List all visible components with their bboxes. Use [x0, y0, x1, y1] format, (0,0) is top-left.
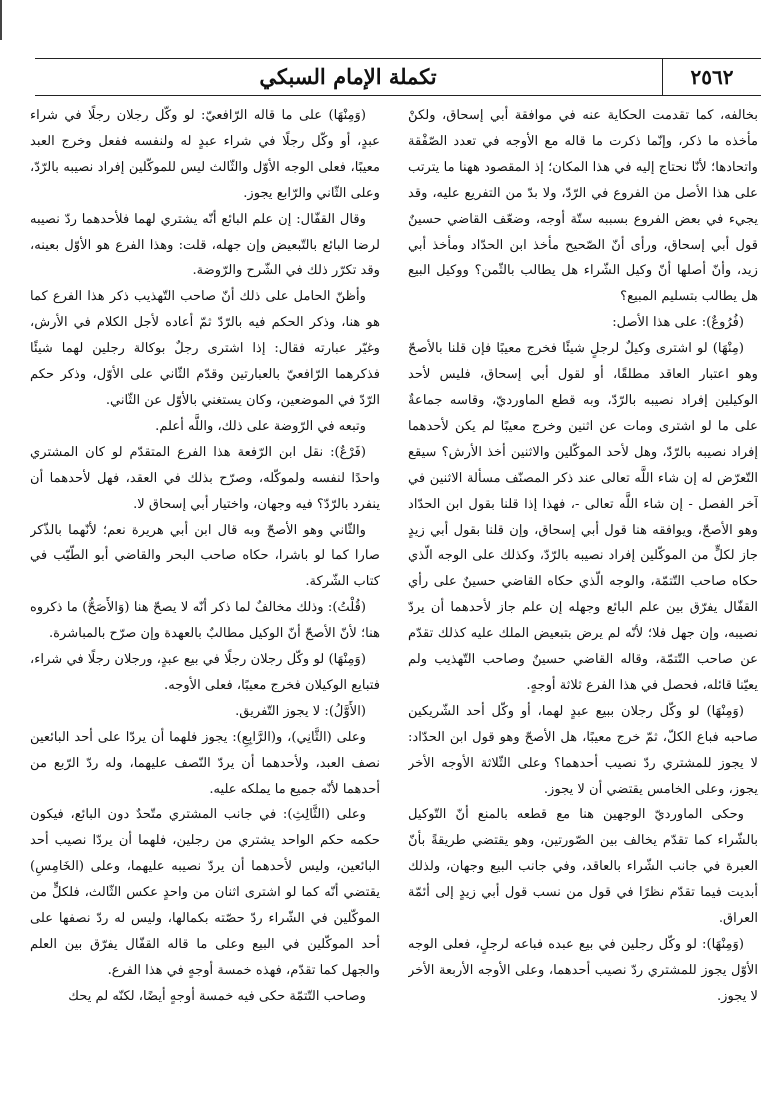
- paragraph: وأظنّ الحامل على ذلك أنّ صاحب التّهذيب ذكر هذا الفرع كما هو هنا، وذكر الحكم فيه بالرّدّ ثمّ أعاده لأجل الكلام في الأرش، وغيّر عبارته فقال: إذا اشترى رجلٌ بوكالة رجلين لهما شيئًا فذكرهما الرّافعيّ بالعبارتين وقدّم الثّاني على الأوّل، وذكر حكم الرّدّ في الموضعين، وكان يستغني بالأوّل عن الثّاني.: [30, 289, 380, 408]
- paragraph: (وَمِنْهَا) لو وكّل رجلان ببيع عبدٍ لهما، أو وكّل أحد الشّريكين صاحبه فباع الكلّ، ثمّ خرج معيبًا، هل الأصحّ وهو قول ابن الحدّاد: لا يجوز للمشتري ردّ نصيب أحدهما؟ وعلى الثّلاثة الأوجه الأخر يجوز، وعلى الخامس يقتضي أن لا يجوز.: [408, 703, 758, 797]
- section-heading: (فُرُوعٌ): على هذا الأصل:: [612, 315, 744, 331]
- paragraph: وصاحب التّتمّة حكى فيه خمسة أوجهٍ أيضًا، لكنّه لم يحك: [68, 988, 366, 1004]
- paragraph: (مِنْهَا) لو اشترى وكيلٌ لرجلٍ شيئًا فخرج معيبًا فإن قلنا بالأصحّ وهو اعتبار العاقد مطلقًا، أو لقول أبي إسحاق، فليس لأحد الوكيلين إفراد نصيبه بالرّدّ، وبه قطع الماورديّ، وقاسه جماعةٌ على ما لو اشترى ومات عن اثنين وخرج معيبًا لم يكن لأحدهما إفراد نصيبه بالرّدّ، وهل لأحد الموكّلين والاثنين أخذ الأرش؟ سيقع التّعرّض له إن شاء اللَّه تعالى عند ذكر المصنّف مسألة الاثنين في آخر الفصل - إن شاء اللَّه تعالى -، فهذا إذا قلنا بقول ابن الحدّاد وهو الأصحّ، ويوافقه هنا قول أبي إسحاق، وإن قلنا بقول أبي زيدٍ جاز لكلٍّ من الموكّلين إفراد نصيبه بالرّدّ، وكذلك على الوجه الّذي حكاه صاحب التّتمّة، والوجه الّذي حكاه القاضي حسينٌ على رأي القفّال يفرّق بين علم البائع وجهله إن علم جاز لأحدهما أن يردّ نصيبه، وإن جهل فلا؛ لأنّه لم يرض بتبعيض الملك عليه كذلك تقدّم عن صاحب التّتمّة، وقاله القاضي حسينٌ وصاحب التّهذيب ولم يعيّنا قائله، فحصل في هذا الفرع ثلاثة أوجهٍ.: [408, 341, 758, 693]
- paragraph: والثّاني وهو الأصحّ وبه قال ابن أبي هريرة نعم؛ لأنّهما بالذّكر صارا كما لو باشرا، حكاه صاحب البحر والقاضي أبو الطّيّب في كتاب الشّركة.: [30, 522, 380, 590]
- paragraph: وقال القفّال: إن علم البائع أنّه يشتري لهما فلأحدهما ردّ نصيبه لرضا البائع بالتّبعيض وإن جهله، قلت: وهذا الفرع هو الأوّل بعينه، وقد تكرّر ذلك في الشّرح والرّوضة.: [30, 211, 380, 279]
- paragraph: بخالفه، كما تقدمت الحكاية عنه في موافقة أبي إسحاق، ولكنْ مأخذه ما ذكر، وإنّما ذكرت ما قاله مع الأوجه في تعدد الصّفْقة واتحادها؛ لأنّا نحتاج إليه في هذا المكان؛ إذ المقصود ههنا ما يترتب على هذا الأصل من الفروع في الرّدّ، ولا بدّ من التفريع عليه، وقد يجيء في بعض الفروع بسببه ستّة أوجه، وضعّف القاضي حسينٌ قول أبي إسحاق، ورأى أنّ الصّحيح مأخذ ابن الحدّاد ومأخذ أبي زيد، وأنّ أصلها أنّ وكيل الشّراء هل يطالب بالثّمن؟ ووكيل البيع هل يطالب بتسليم المبيع؟: [408, 108, 758, 305]
- text-column-right: [408, 103, 758, 1088]
- text-column-left: [30, 103, 380, 1088]
- paragraph: (وَمِنْهَا): لو وكّل رجلين في بيع عبده فباعه لرجلٍ، فعلى الوجه الأوّل يجوز للمشتري ردّ نصيب أحدهما، وعلى الأوجه الأربعة الأخر لا يجوز.: [408, 937, 758, 1004]
- paragraph: وحكى الماورديّ الوجهين هنا مع قطعه بالمنع أنّ التّوكيل بالشّراء كما تقدّم يخالف بين الصّورتين، وهو يقتضي طريقةً بأنّ العبرة في جانب الشّراء بالعاقد، وفي جانب البيع وجهان، ولذلك أبديت فيما تقدّم نظرًا في قول من نسب قول أبي زيدٍ إلى أئمّة العراق.: [408, 807, 758, 927]
- paragraph: وتبعه في الرّوضة على ذلك، واللَّه أعلم.: [155, 418, 366, 434]
- paragraph: (وَمِنْهَا) على ما قاله الرّافعيّ: لو وكّل رجلان رجلًا في شراء عبدٍ، أو وكّل رجلًا في شراء عبدٍ له ولنفسه ففعل وخرج العبد معيبًا، فعلى الوجه الأوّل والثّالث ليس للموكّلين إفراد نصيبه بالرّدّ، وعلى الثّاني والرّابع يجوز.: [30, 108, 380, 201]
- paragraph: (وَمِنْهَا) لو وكّل رجلان رجلًا في بيع عبدٍ، ورجلان رجلًا في شراء، فتبايع الوكيلان فخرج معيبًا، فعلى الأوجه.: [30, 652, 380, 693]
- page-header: [35, 58, 761, 96]
- paragraph: (قُلْتُ): وذلك مخالفٌ لما ذكر أنّه لا يصحّ هنا (وَالأَصَحُّ) ما ذكروه هنا؛ لأنّ الأصحّ أنّ الوكيل مطالبٌ بالعهدة وإن صرّح بالمباشرة.: [30, 600, 380, 642]
- paragraph: (الأَوَّلُ): لا يجوز التّفريق.: [235, 703, 366, 719]
- running-title: تكملة الإمام السبكي: [259, 64, 437, 89]
- paragraph: وعلى (الثَّانِي)، و(الرَّابِعِ): يجوز فلهما أن يردّا على أحد البائعين نصف العبد، ولأحدهما أن يردّ النّصف عليهما، وله ردّ الرّبع من أحدهما لأنّه جميع ما يملكه عليه.: [30, 729, 380, 797]
- page-number: ٢٥٦٢: [662, 59, 761, 95]
- binding-edge: [0, 0, 2, 40]
- paragraph: (فَرْعٌ): نقل ابن الرّفعة هذا الفرع المتقدّم لو كان المشتري واحدًا لنفسه ولموكّله، وصرّح بذلك في العقد، فهل لأحدهما أن ينفرد بالرّدّ؟ فيه وجهان، واختيار أبي إسحاق لا.: [30, 444, 380, 512]
- paragraph: وعلى (الثَّالِثِ): في جانب المشتري متّحدٌ دون البائع، فيكون حكمه حكم الواحد يشتري من رجلين، فلهما أن يردّا نصيب أحد البائعين، وليس لأحدهما أن يردّ نصيبه عليهما، وعلى (الخَامِسِ) يقتضي أنّه كما لو اشترى اثنان من واحدٍ عكس الثّالث، فلكلٍّ من الموكّلين في الشّراء ردّ حصّته بكمالها، وليس له ردّ نصفها على أحد الموكّلين في البيع وعلى ما قاله القفّال يفرّق بين العلم والجهل كما تقدّم، فهذه خمسة أوجهٍ في هذا الفرع.: [30, 807, 380, 978]
